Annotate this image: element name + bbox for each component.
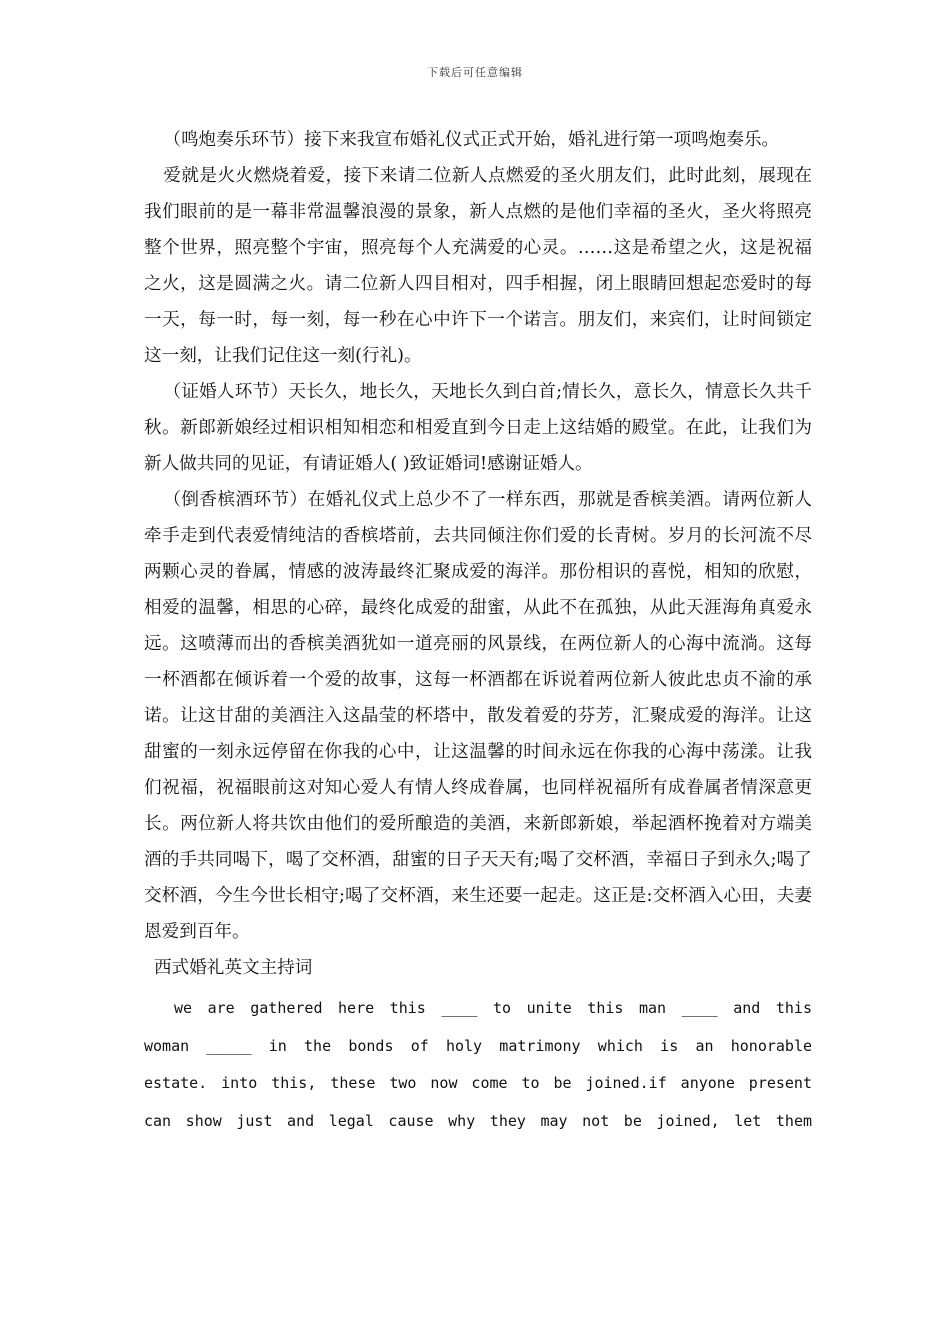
paragraph-firecracker: （鸣炮奏乐环节）接下来我宣布婚礼仪式正式开始，婚礼进行第一项鸣炮奏乐。 <box>163 130 780 150</box>
paragraph-witness: （证婚人环节）天长久，地长久，天地长久到白首;情长久，意长久，情意长久共千秋。新郎新娘经过相识相知相恋和相爱直到今日走上这结婚的殿堂。在此，让我们为新人做共同的见证，有请证婚人( )致证婚词!感谢证婚人。 <box>144 382 812 474</box>
document-body <box>144 122 812 1140</box>
section-heading: 西式婚礼英文主持词 <box>154 958 313 978</box>
paragraph-champagne: （倒香槟酒环节）在婚礼仪式上总少不了一样东西，那就是香槟美酒。请两位新人牵手走到代表爱情纯洁的香槟塔前，去共同倾注你们爱的长青树。岁月的长河流不尽两颗心灵的眷属，情感的波涛最终汇聚成爱的海洋。那份相识的喜悦，相知的欣慰，相爱的温馨，相思的心碎，最终化成爱的甜蜜，从此不在孤独，从此天涯海角真爱永远。这喷薄而出的香槟美酒犹如一道亮丽的风景线，在两位新人的心海中流淌。这每一杯酒都在倾诉着一个爱的故事，这每一杯酒都在诉说着两位新人彼此忠贞不渝的承诺。让这甘甜的美酒注入这晶莹的杯塔中，散发着爱的芬芳，汇聚成爱的海洋。让这甜蜜的一刻永远停留在你我的心中，让这温馨的时间永远在你我的心海中荡漾。让我们祝福，祝福眼前这对知心爱人有情人终成眷属，也同样祝福所有成眷属者情深意更长。两位新人将共饮由他们的爱所酿造的美酒，来新郎新娘，举起酒杯挽着对方端美酒的手共同喝下，喝了交杯酒，甜蜜的日子天天有;喝了交杯酒，幸福日子到永久;喝了交杯酒，今生今世长相守;喝了交杯酒，来生还要一起走。这正是:交杯酒入心田，夫妻恩爱到百年。 <box>144 490 812 942</box>
page-header: 下载后可任意编辑 <box>427 66 523 79</box>
paragraph-sacred-fire: 爱就是火火燃烧着爱，接下来请二位新人点燃爱的圣火朋友们，此时此刻，展现在我们眼前的是一幕非常温馨浪漫的景象，新人点燃的是他们幸福的圣火，圣火将照亮整个世界，照亮整个宇宙，照亮每个人充满爱的心灵。……这是希望之火，这是祝福之火，这是圆满之火。请二位新人四目相对，四手相握，闭上眼睛回想起恋爱时的每一天，每一时，每一刻，每一秒在心中许下一个诺言。朋友们，来宾们，让时间锁定这一刻，让我们记住这一刻(行礼)。 <box>144 166 812 366</box>
english-script: we are gathered here this ____ to unite this man ____ and this woman _____ in the bonds of holy matrimony which is an honorable estate. into this, these two now come to be joined.if anyone present can show just and legal cause why they may not be joined, let them <box>144 999 812 1130</box>
